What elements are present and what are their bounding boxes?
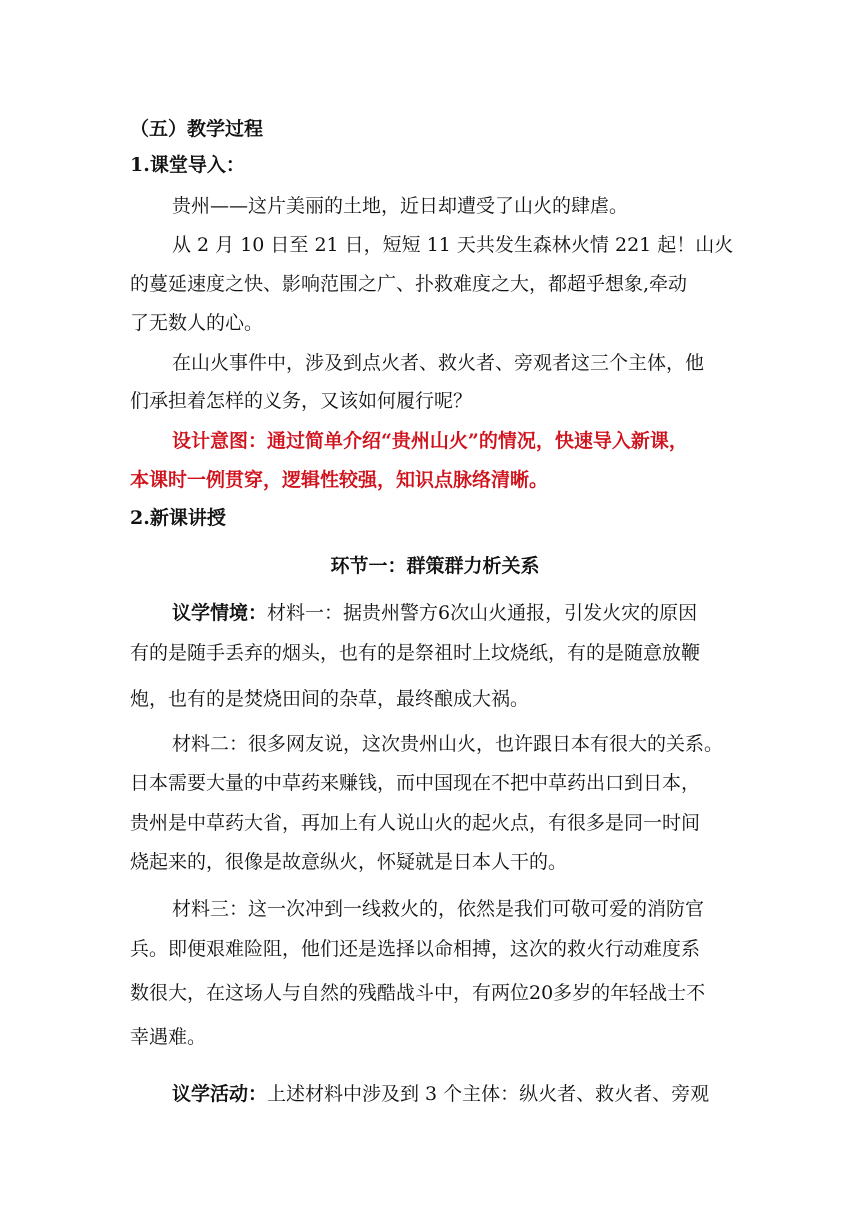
- material-3-line-3: 数很大，在这场人与自然的残酷战斗中，有两位20多岁的年轻战士不: [130, 982, 706, 1004]
- situation-material-1-line-1: [172, 600, 740, 626]
- material-1-line-3: 炮，也有的是焚烧田间的杂草，最终酿成大祸。: [130, 688, 530, 710]
- intro-paragraph-3-line-2: 们承担着怎样的义务，又该如何履行呢？: [130, 390, 473, 412]
- material-3-line-4: 幸遇难。: [130, 1026, 207, 1048]
- material-1-text: 材料一：据贵州警方6次山火通报，引发火灾的原因: [267, 602, 698, 624]
- activity-label: 议学活动：: [172, 1083, 268, 1105]
- material-2-line-1: 材料二：很多网友说，这次贵州山火，也许跟日本有很大的关系。: [172, 733, 724, 755]
- design-intent-line-2: 本课时一例贯穿，逻辑性较强，知识点脉络清晰。: [130, 469, 549, 491]
- material-1-line-2: 有的是随手丢弃的烟头，也有的是祭祖时上坟烧纸，有的是随意放鞭: [130, 642, 701, 664]
- heading-new-lesson: 2.新课讲授: [130, 507, 226, 529]
- situation-label: 议学情境：: [172, 602, 268, 624]
- heading-class-intro: 1.课堂导入：: [130, 154, 245, 176]
- material-3-line-1: 材料三：这一次冲到一线救火的，依然是我们可敬可爱的消防官: [172, 898, 705, 920]
- material-2-line-4: 烧起来的，很像是故意纵火，怀疑就是日本人干的。: [130, 851, 568, 873]
- section-title: （五）教学过程: [130, 118, 264, 140]
- activity-line-1: [172, 1081, 740, 1107]
- design-intent-line-1: 设计意图：通过简单介绍“贵州山火”的情况，快速导入新课，: [172, 430, 688, 452]
- material-3-line-2: 兵。即便艰难险阻，他们还是选择以命相搏，这次的救火行动难度系: [130, 938, 701, 960]
- intro-paragraph-1: 贵州——这片美丽的土地，近日却遭受了山火的肆虐。: [172, 195, 629, 217]
- material-2-line-2: 日本需要大量的中草药来赚钱，而中国现在不把中草药出口到日本，: [130, 772, 701, 794]
- intro-paragraph-2-line-2: 的蔓延速度之快、影响范围之广、扑救难度之大，都超乎想象,牵动: [130, 273, 688, 295]
- activity-text: 上述材料中涉及到 3 个主体：纵火者、救火者、旁观: [267, 1083, 710, 1105]
- segment-title: 环节一：群策群力析关系: [330, 555, 540, 577]
- intro-paragraph-3-line-1: 在山火事件中，涉及到点火者、救火者、旁观者这三个主体，他: [172, 352, 705, 374]
- intro-paragraph-2-line-3: 了无数人的心。: [130, 312, 264, 334]
- material-2-line-3: 贵州是中草药大省，再加上有人说山火的起火点，有很多是同一时间: [130, 812, 701, 834]
- intro-paragraph-2-line-1: 从 2 月 10 日至 21 日，短短 11 天共发生森林火情 221 起！山火: [172, 234, 734, 256]
